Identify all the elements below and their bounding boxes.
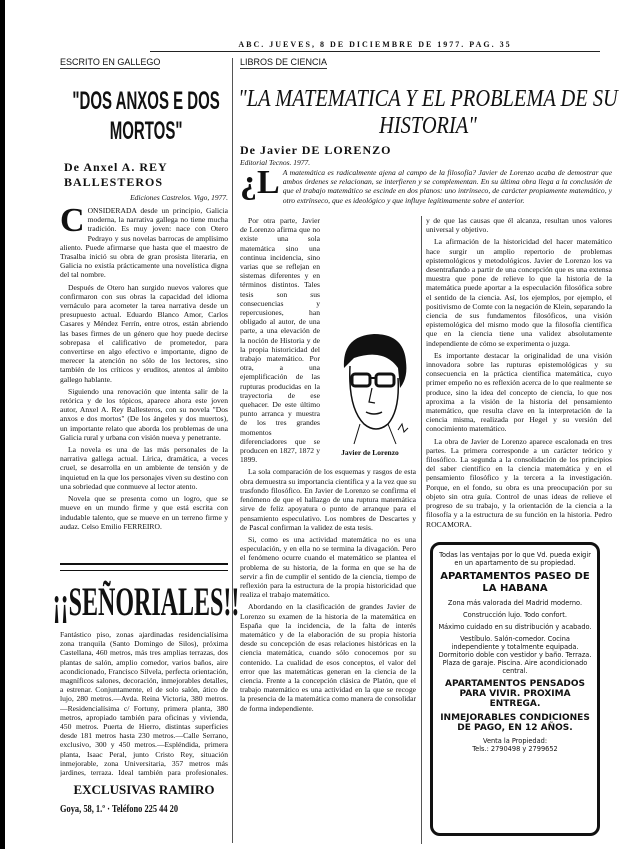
ad-intro: Todas las ventajas por lo que Vd. pueda exigir en un apartamento de su propiedad.	[439, 551, 591, 567]
senoriales-headline-box	[52, 578, 240, 628]
paragraph: La novela es una de las más personales de la narrativa gallega actual. Lírica, dramática, a veces cruel, se desarrolla en un ambiente de tensión y de inquietud en la que los personajes viven su destino con una sobriedad que conmueve al lector atento.	[60, 445, 228, 491]
scan-edge	[0, 0, 5, 849]
right-article-column-2	[426, 216, 612, 534]
advertiser-name: EXCLUSIVAS RAMIRO	[73, 782, 215, 797]
senoriales-body: Fantástico piso, zonas ajardinadas residencialísima zona tranquila (Santo Domingo de Silos), próxima Castellana, 460 metros, más tres amplias terrazas, dos plantas de salón, amplio comedor, varios baños, aire acondicionado, Francisco Silvela, perfecta orientación, magníficos salones, decoración, inmejorables detalles, a estrenar. Conjuntamente, el de solo salón, ático de lujo, 280 metros.—Avda. Reina Victoria, 380 metros.—Residencialísima c/ Fortuny, primera planta, 380 metros, apropiado también para oficinas y vivienda, 450 metros. Puerta de Hierro, distintas superficies desde 181 metros hasta 230 metros.—Calle Serrano, exclusivo, 300 y 450 metros.—Espléndida, primera planta, Isaac Peral, junto Cristo Rey, situación inmejorable, zona Universitaria, 357 metros más jardines, terraza. Ideal también para profesionales.	[60, 630, 228, 778]
paragraph: Novela que se presenta como un logro, que se mueve en un mundo firme y que está escrita con indudable talento, que se mueve en un terreno firme y audaz. Celso Emilio FERREIRO.	[60, 494, 228, 531]
paragraph: y de que las causas que él alcanza, resultan unos valores universal y objetivo.	[426, 216, 612, 235]
divider-rule	[60, 563, 228, 565]
ad-feature: Vestíbulo. Salón-comedor. Cocina independiente y totalmente equipada. Dormitorio doble con vestidor y baño. Terraza. Plaza de garaje. Piscina. Aire acondicionado central.	[438, 635, 592, 675]
senoriales-headline: ¡¡SEÑORIALES!!	[52, 579, 240, 624]
intro-text: A matemática es radicalmente ajena al campo de la filosofía? Javier de Lorenzo acaba de demostrar que ambos órdenes se relacionan, se interfieren y se complementan. En su última obra llega a la conclusión de que el trabajo matemático se escinde en dos planos: uno intrínseco, de carácter propiamente matemático, y otro extrínseco, que es ideológico y que influye legítimamente sobre el anterior.	[282, 168, 612, 205]
paragraph: Abordando en la clasificación de grandes Javier de Lorenzo su examen de la historia de la matemática en España que la incidencia, de la falta de interés matemático y de la elaboración de su propia historia desde su concepción de esas relaciones históricas en la ciencia matemática, cuando sólo conocemos por su contenido. La cualidad de esos conceptos, el valor del error que las matemáticas generan en la ciencia de la ciencia. Frente a la concepción clásica de Platón, que el trabajo matemático es una actividad en la que se recoge la presencia de la matemática como manera de consolidar de forma independiente.	[240, 602, 416, 713]
portrait-caption: Javier de Lorenzo	[341, 448, 399, 458]
left-publisher: Ediciones Castrelos. Vigo, 1977.	[130, 193, 228, 202]
ad-feature: Construcción lujo. Todo confort.	[463, 611, 567, 619]
right-intro	[240, 168, 612, 214]
advertiser-address: Goya, 58, 1.º · Teléfono 225 44 20	[60, 804, 179, 815]
masthead: ABC. JUEVES, 8 DE DICIEMBRE DE 1977. PAG. 35	[150, 40, 600, 52]
apartments-advertisement	[430, 542, 600, 836]
column-divider	[232, 58, 233, 843]
dropcap: ¿L	[240, 168, 280, 201]
left-article-body	[60, 206, 228, 558]
paragraph: Por otra parte, Javier de Lorenzo afirma que no existe una sola matemática sino una continua incidencia, sino varias que se reflejan en sistemas diferentes y en términos distintos. Tales tesis son sus consecuencias y repercusiones, han obligado al autor, de una parte, a una elevación de la noción de Historia y de la propia historicidad del trabajo matemático. Por otra, a una ejemplificación de las rupturas producidas en la trayectoria de ese quehacer. De este último punto arranca y muestra de los tres grandes momentos diferenciadores que se producen en 1827, 1872 y 1899.	[240, 216, 320, 465]
paragraph: Si, como es una actividad matemática no es una especulación, y en ella no se termina la divagación. Pero el fenómeno ocurre cuando el matemático se plantea el problema de su historia, de la forma en que se ha de servir a fin de cumplir el sentido de la ciencia, tiempo de reflexión para la estructura de la propia historicidad que realiza el trabajo matemático.	[240, 534, 416, 600]
right-headline: "LA MATEMATICA Y EL PROBLEMA DE SU HISTORIA"	[238, 86, 618, 139]
portrait-sketch	[324, 328, 416, 446]
ad-feature: Zona más valorada del Madrid moderno.	[447, 599, 583, 607]
portrait-figure	[324, 328, 416, 458]
ad-contact-label: Venta la Propiedad:	[482, 737, 548, 745]
ad-slogan: APARTAMENTOS PENSADOS PARA VIVIR. PROXIMA ENTREGA.	[444, 679, 585, 709]
paragraph: Siguiendo una renovación que intenta salir de la retórica y de los tópicos, aparece ahora este joven autor, Anxel A. Rey Ballesteros, con su novela "Dos anxos e dos mortos" (De los ángeles y dos muertos), un importante relato que aborda los problemas de una Galicia rural y urbana con visión nueva y penetrante.	[60, 386, 228, 442]
ad-feature: Máximo cuidado en su distribución y acabado.	[438, 623, 592, 631]
paragraph: ONSIDERADA desde un principio, Galicia moderna, la narrativa gallega no tiene mucha tradición. Es muy joven: nace con Otero Pedrayo y sus novelas barrocas de amplísimo aliento. Puede afirmarse que hasta que el maestro de Trasalba inició su obra de gran prosista literaria, en Galicia no existía prácticamente una novelística digna del tal nombre.	[60, 206, 228, 280]
paragraph: Es importante destacar la originalidad de una visión innovadora sobre las rupturas epistemológicas y su consecuencia en la práctica científica matemática, cuyo primer empeño no es reflexión acerca de lo que realmente se produce, sino la idea del concepto de ciencia, lo que nos aproxima a la visión de la historia del pensamiento matemático, que resulta clave en la interpretación de la ciencia misma, realizada por Hegel y su versión del conocimiento matemático.	[426, 350, 612, 434]
left-headline: "DOS ANXOS E DOS MORTOS"	[72, 87, 220, 145]
paragraph: La afirmación de la historicidad del hacer matemático hace surgir un amplio repertorio de problemas epistemológicos y metodológicos. Javier de Lorenzo los va desentrañando a partir de una concepción que es una extensa muestra que pone de relieve lo que la historia de la matemática puede aportar a la especulación filosófica sobre el sentido de la ciencia. Así, los ejemplos, por ejemplo, el positivismo de Comte con la negación de Klein, separando la ciencia de sus fundamentos filosóficos, una visión epistemológica del mismo modo que la filosofía científica que en la ciencia tiene una validez absolutamente independiente de cómo se experimenta o juzga.	[426, 237, 612, 348]
paragraph: La sola comparación de los esquemas y rasgos de esta obra demuestra su importancia científica y a la vez que su trasfondo filosófico. En Javier de Lorenzo se confirma el fenómeno de que el hallazgo de una ruptura matemática sirve de feliz apoyatura o punto de arranque para el pensamiento especulativo. Los nombres de Descartes y de Pascal confirman la validez de esta tesis.	[240, 467, 416, 532]
divider-rule	[60, 570, 228, 571]
dropcap: C	[60, 206, 85, 239]
paragraph: La obra de Javier de Lorenzo aparece escalonada en tres partes. La primera corresponde a un carácter teórico y filosófico. La segunda a la consolidación de los principios del saber científico en la ciencia matemática y en el pensamiento filosófico y la tercera a la investigación. Porque, en el fondo, su obra es una preocupación por su objeto sin otra guía. Control de unas ideas de relieve el progreso de su trabajo, y la orientación de la ciencia a la filosofía y a la estructura de su función en la historia. Pedro ROCAMORA.	[426, 436, 612, 529]
ad-phones: Tels.: 2790498 y 2799652	[472, 745, 558, 753]
right-byline: De Javier DE LORENZO	[240, 143, 392, 157]
ad-conditions: INMEJORABLES CONDICIONES DE PAGO, EN 12 AÑOS.	[440, 713, 590, 733]
column-divider	[421, 216, 422, 844]
right-publisher: Editorial Tecnos. 1977.	[240, 158, 311, 167]
right-article-column-1	[240, 216, 416, 844]
section-label-right: LIBROS DE CIENCIA	[240, 57, 328, 67]
ad-title: APARTAMENTOS PASEO DE LA HABANA	[440, 571, 590, 594]
left-byline: De Anxel A. REY BALLESTEROS	[64, 160, 168, 189]
paragraph: Después de Otero han surgido nuevos valores que confirmaron con sus obras la capacidad del idioma vernáculo para acometer la tarea narrativa desde un presupuesto actual. Eduardo Blanco Amor, Carlos Casares y Méndez Ferrín, entre otros, están abriendo las bases firmes de un género que hoy puede decirse sobrepasa el calificativo de prometedor, para convertirse en algo efectivo e importante, digno de merecer la atención no sólo de los lectores, sino también de los críticos y eruditos, atentos al ámbito gallego hablante.	[60, 282, 228, 384]
section-label-left: ESCRITO EN GALLEGO	[60, 57, 161, 67]
